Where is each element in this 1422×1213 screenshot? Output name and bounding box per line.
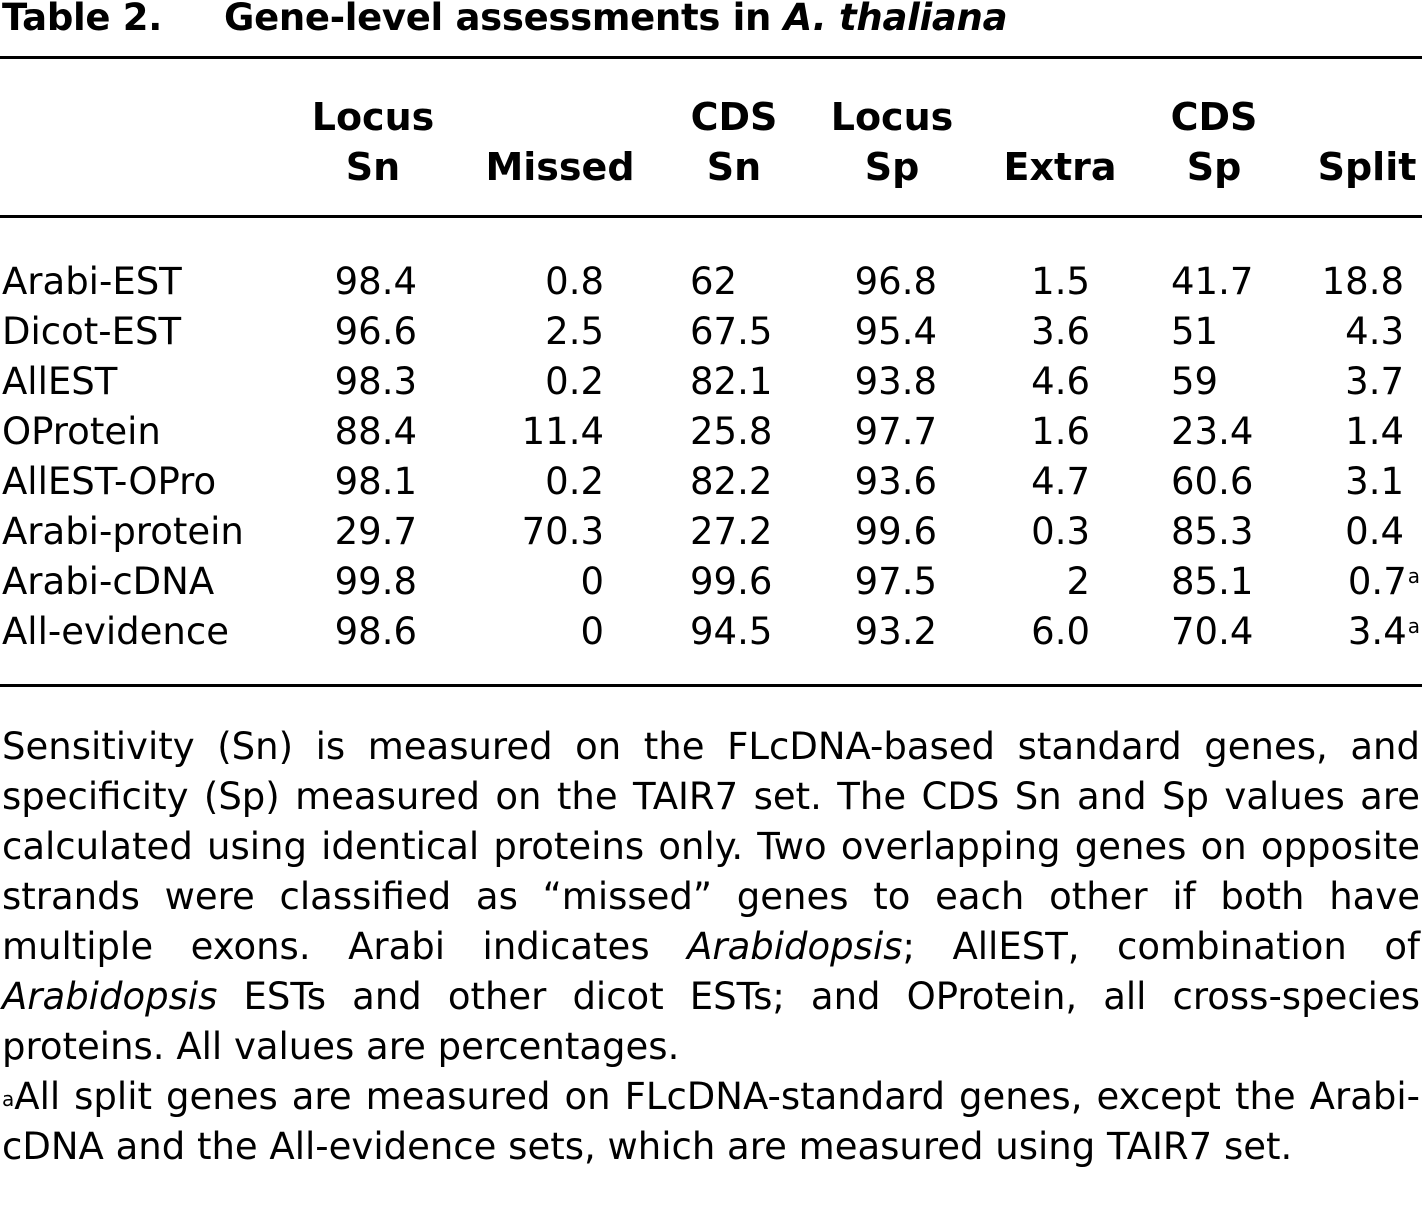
cell-cds-sp: 85.1 xyxy=(1171,560,1254,603)
cell-locus-sn: 98.6 xyxy=(334,610,417,653)
row-label: AllEST xyxy=(2,360,118,403)
cell-missed: 70.3 xyxy=(521,510,604,553)
cell-cds-sn: 82.2 xyxy=(690,460,773,503)
cell-split: 1.4 xyxy=(1345,410,1404,453)
bottom-rule xyxy=(0,684,1422,687)
cell-extra: 4.6 xyxy=(1031,360,1090,403)
cell-locus-sn: 96.6 xyxy=(334,310,417,353)
footnote-marker: a xyxy=(1407,614,1420,638)
footnote-marker: a xyxy=(2,1087,15,1111)
table-row xyxy=(0,357,1422,407)
row-label: Arabi-protein xyxy=(2,510,244,553)
cell-cds-sp: 85.3 xyxy=(1171,510,1254,553)
cell-locus-sn: 98.3 xyxy=(334,360,417,403)
column-header-missed: Missed xyxy=(485,145,635,189)
cell-cds-sn: 82.1 xyxy=(690,360,773,403)
cell-extra: 6.0 xyxy=(1031,610,1090,653)
cell-missed: 2.5 xyxy=(545,310,604,353)
table-row xyxy=(0,507,1422,557)
cell-extra: 4.7 xyxy=(1031,460,1090,503)
table-note-main: Sensitivity (Sn) is measured on the FLcDNA-based standard genes, and specificity (Sp) measured on the TAIR7 set. The CDS Sn and Sp values are calculated using identical proteins only. Two overlapping genes on opposite strands were classified as “missed” genes to each other if both have multiple exons. Arabi indicates Arabidopsis; AllEST, combination of Arabidopsis ESTs and other dicot ESTs; and OProtein, all cross-species proteins. All values are percentages. xyxy=(2,725,1420,1068)
cell-locus-sn: 29.7 xyxy=(334,510,417,553)
cell-missed: 0.2 xyxy=(545,360,604,403)
cell-cds-sp: 60.6 xyxy=(1171,460,1254,503)
table-row xyxy=(0,257,1422,307)
footnote-marker: a xyxy=(1407,564,1420,588)
cell-locus-sn: 99.8 xyxy=(334,560,417,603)
cell-missed: 0 xyxy=(580,560,604,603)
cell-split: 18.8 xyxy=(1321,260,1404,303)
table-title: Gene-level assessments in xyxy=(224,0,784,39)
row-label: Arabi-EST xyxy=(2,260,182,303)
table-caption xyxy=(2,0,1007,39)
cell-missed: 11.4 xyxy=(521,410,604,453)
cell-missed: 0.8 xyxy=(545,260,604,303)
cell-cds-sn: 62 xyxy=(690,260,738,303)
cell-cds-sp: 41.7 xyxy=(1171,260,1254,303)
table-row xyxy=(0,307,1422,357)
column-header-cds-sp: CDS Sp xyxy=(1170,95,1258,189)
table-number: Table 2. xyxy=(2,0,162,39)
cell-cds-sp: 23.4 xyxy=(1171,410,1254,453)
cell-cds-sn: 94.5 xyxy=(690,610,773,653)
cell-split: 4.3 xyxy=(1345,310,1404,353)
table-footnote-a xyxy=(2,1072,1420,1172)
column-header-cds-sn: CDS Sn xyxy=(690,95,778,189)
cell-missed: 0.2 xyxy=(545,460,604,503)
cell-split: 3.7 xyxy=(1345,360,1404,403)
column-header-split: Split xyxy=(1317,145,1417,189)
table-row xyxy=(0,557,1422,607)
cell-locus-sp: 93.2 xyxy=(854,610,937,653)
cell-extra: 3.6 xyxy=(1031,310,1090,353)
cell-locus-sn: 98.1 xyxy=(334,460,417,503)
footnote-text: All split genes are measured on FLcDNA-standard genes, except the Arabi-cDNA and the All-evidence sets, which are measured using TAIR7 set. xyxy=(2,1075,1420,1168)
cell-missed: 0 xyxy=(580,610,604,653)
column-header-extra: Extra xyxy=(1003,145,1117,189)
cell-cds-sp: 59 xyxy=(1171,360,1219,403)
table-row xyxy=(0,607,1422,657)
cell-extra: 2 xyxy=(1066,560,1090,603)
cell-locus-sn: 98.4 xyxy=(334,260,417,303)
table-title-species: A. thaliana xyxy=(783,0,1008,39)
cell-cds-sn: 67.5 xyxy=(690,310,773,353)
cell-locus-sp: 97.5 xyxy=(854,560,937,603)
cell-split: 0.4 xyxy=(1345,510,1404,553)
cell-extra: 0.3 xyxy=(1031,510,1090,553)
row-label: All-evidence xyxy=(2,610,229,653)
cell-cds-sn: 27.2 xyxy=(690,510,773,553)
cell-cds-sp: 70.4 xyxy=(1171,610,1254,653)
cell-cds-sp: 51 xyxy=(1171,310,1219,353)
cell-split: 0.7$^a$ xyxy=(1347,560,1420,603)
row-label: OProtein xyxy=(2,410,161,453)
table-row xyxy=(0,407,1422,457)
column-header-locus-sn: Locus Sn xyxy=(311,95,435,189)
cell-extra: 1.6 xyxy=(1031,410,1090,453)
top-rule xyxy=(0,56,1422,59)
cell-split: 3.1 xyxy=(1345,460,1404,503)
row-label: Arabi-cDNA xyxy=(2,560,215,603)
cell-locus-sp: 96.8 xyxy=(854,260,937,303)
cell-locus-sp: 93.8 xyxy=(854,360,937,403)
cell-locus-sp: 93.6 xyxy=(854,460,937,503)
column-header-locus-sp: Locus Sp xyxy=(830,95,954,189)
cell-split: 3.4$^a$ xyxy=(1347,610,1420,653)
cell-cds-sn: 99.6 xyxy=(690,560,773,603)
table-row xyxy=(0,457,1422,507)
cell-locus-sn: 88.4 xyxy=(334,410,417,453)
cell-locus-sp: 95.4 xyxy=(854,310,937,353)
cell-locus-sp: 99.6 xyxy=(854,510,937,553)
cell-cds-sn: 25.8 xyxy=(690,410,773,453)
table-notes xyxy=(2,722,1420,1172)
row-label: Dicot-EST xyxy=(2,310,182,353)
header-rule xyxy=(0,215,1422,218)
cell-extra: 1.5 xyxy=(1031,260,1090,303)
row-label: AllEST-OPro xyxy=(2,460,217,503)
cell-locus-sp: 97.7 xyxy=(854,410,937,453)
